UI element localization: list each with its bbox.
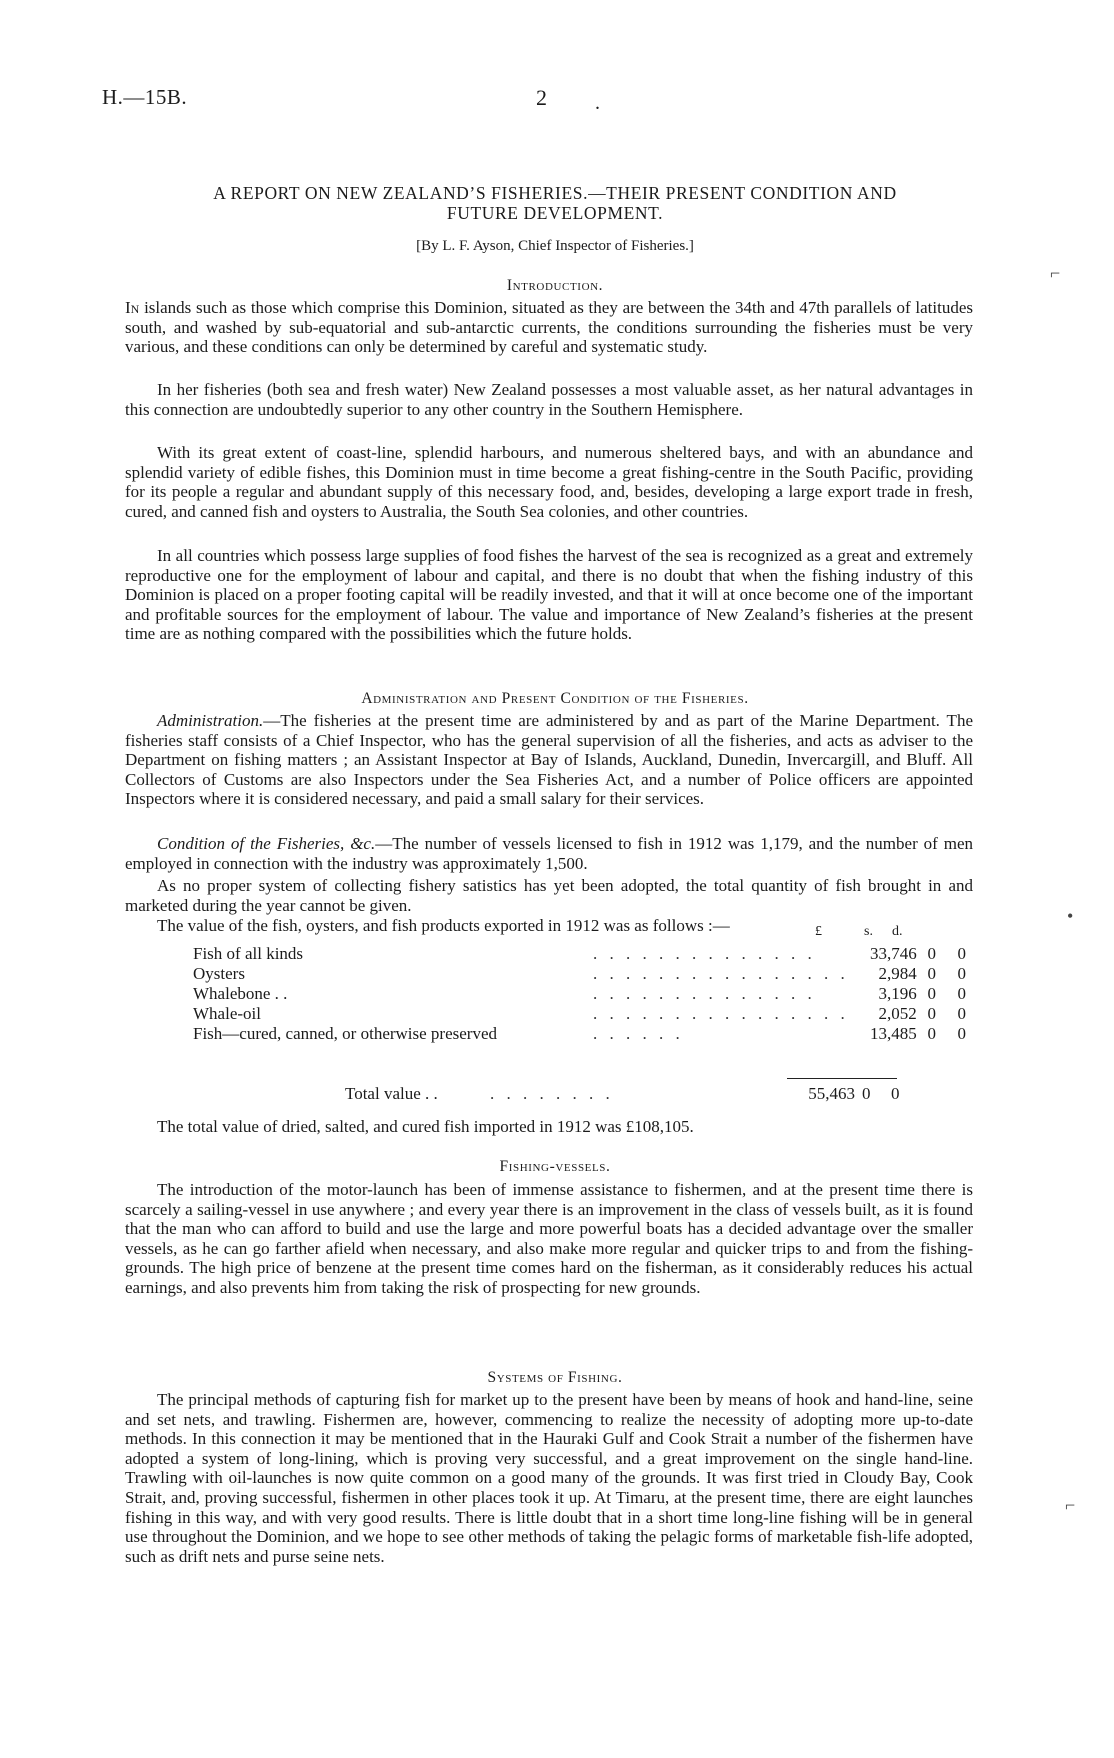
leader-dots: . . . . . . . . . . . . . . . .	[593, 1004, 849, 1023]
total-rule	[787, 1078, 897, 1079]
pence-value: 0	[957, 964, 966, 983]
table-row	[193, 964, 977, 984]
intro-paragraph-4: In all countries which possess large supplies of food fishes the harvest of the sea is recognized as a great and extremely reproductive one for the employment of labour and capital, and there is no doubt that when the fishing industry of this Dominion is placed on a proper footing capital will be readily invested, and that it will at once become one of the important and profitable sources for the employment of labour. The value and importance of New Zealand’s fisheries at the present time are as nothing compared with the possibilities which the future holds.	[125, 546, 973, 644]
exports-value-table	[193, 944, 977, 1044]
item-name: Whale-oil	[193, 1004, 261, 1023]
shillings-value: 0	[927, 944, 936, 963]
pounds-header: £	[815, 924, 822, 939]
paragraph-text: islands such as those which comprise this Dominion, situated as they are between the 34th and 47th parallels of latitudes south, and washed by sub-equatorial and sub-antarctic currents, the conditions surrounding the fisheries must be very various, and these conditions can only be determined by careful and systematic study.	[125, 298, 973, 357]
leader-dots: . . . . . .	[593, 1024, 684, 1043]
shillings-value: 0	[927, 964, 936, 983]
paragraph-text: —The number of vessels licensed to fish in 1912 was 1,179, and the number of men employed in connection with the industry was approximately 1,500.	[125, 834, 973, 873]
pounds-value: 13,485	[870, 1024, 917, 1043]
systems-paragraph: The principal methods of capturing fish for market up to the present have been by means of hook and hand-line, seine and set nets, and trawling. Fishermen are, however, commencing to realize the necessity of adopting more up-to-date methods. In this connection it may be mentioned that in the Hauraki Gulf and Cook Strait a number of the fishermen have adopted a system of long-lining, which is proving very successful, and a great improvement on the single hand-line. Trawling with oil-launches is now quite common on a good many of the grounds. It was first tried in Cloudy Bay, Cook Strait, and, proving successful, fishermen in other places took it up. At Timaru, at the present time, there are eight launches fishing in this way, and with very good results. There is little doubt that in a short time long-line fishing will be in general use throughout the Dominion, and we hope to see other methods of taking the pelagic forms of marketable fish-life adopted, such as drift nets and purse seine nets.	[125, 1390, 973, 1566]
total-shillings: 0	[862, 1084, 871, 1103]
heading-introduction: Introduction.	[506, 277, 604, 294]
document-reference: H.—15B.	[102, 85, 188, 109]
pounds-value: 33,746	[870, 944, 917, 963]
fishing-vessels-paragraph: The introduction of the motor-launch has been of immense assistance to fishermen, and at the present time there is scarcely a sailing-vessel in use anywhere ; and every year there is an improvement in the class of vessels built, as it is found that the man who can afford to build and use the large and more powerful boats has a decided advantage over the smaller vessels, as he can go farther afield when necessary, and also make more regular and quicker trips to and from the fishing-grounds. The high price of benzene at the present time comes hard on the fisherman, as it considerably reduces his actual earnings, and also prevents him from taking the risk of prospecting for new grounds.	[125, 1180, 973, 1297]
condition-paragraph	[125, 834, 973, 873]
report-title-line-2: FUTURE DEVELOPMENT.	[446, 203, 664, 223]
statistics-paragraph: As no proper system of collecting fishery satistics has yet been adopted, the total quantity of fish brought in and marketed during the year cannot be given.	[125, 876, 973, 915]
leader-dots: . . . . . . . . . . . . . .	[593, 984, 816, 1003]
page-number: 2	[536, 85, 547, 110]
shillings-header: s.	[864, 924, 873, 939]
heading-administration: Administration and Present Condition of the Fisheries.	[361, 690, 749, 707]
margin-mark: •	[1067, 906, 1074, 926]
italic-lead: Administration.	[157, 711, 264, 730]
administration-paragraph	[125, 711, 973, 809]
intro-paragraph-1	[125, 298, 973, 357]
item-name: Oysters	[193, 964, 245, 983]
total-pounds: 55,463	[808, 1084, 855, 1103]
total-label: Total value . .	[345, 1084, 438, 1103]
table-row	[193, 944, 977, 964]
paragraph-text: —The fisheries at the present time are administered by and as part of the Marine Department. The fisheries staff consists of a Chief Inspector, who has the general supervision of all the fisheries, and acts as adviser to the Department on fishing matters ; an Assistant Inspector at Bay of Islands, Auckland, Dunedin, Invercargill, and Bluff. All Collectors of Customs are also Inspectors under the Sea Fisheries Act, and a number of Police officers are appointed Inspectors where it is considered necessary, and paid a small salary for their services.	[125, 711, 973, 809]
table-row	[193, 1004, 977, 1024]
item-name: Whalebone . .	[193, 984, 288, 1003]
exports-intro: The value of the fish, oysters, and fish products exported in 1912 was as follows :—	[157, 916, 730, 935]
item-name: Fish of all kinds	[193, 944, 304, 963]
byline: [By L. F. Ayson, Chief Inspector of Fisheries.]	[416, 238, 694, 254]
heading-fishing-vessels: Fishing-vessels.	[499, 1158, 611, 1175]
imports-sentence: The total value of dried, salted, and cured fish imported in 1912 was £108,105.	[157, 1117, 694, 1136]
italic-lead: Condition of the Fisheries, &c.	[157, 834, 376, 853]
header-dot: .	[595, 92, 600, 114]
leader-dots: . . . . . . . . . . . . . .	[593, 944, 816, 963]
leader-dots: . . . . . . . . . . . . . . . .	[593, 964, 849, 983]
shillings-value: 0	[927, 1024, 936, 1043]
heading-systems-of-fishing: Systems of Fishing.	[487, 1369, 623, 1386]
total-pence: 0	[891, 1084, 900, 1103]
shillings-value: 0	[927, 1004, 936, 1023]
margin-mark: ⌐	[1050, 263, 1061, 283]
table-row	[193, 1024, 977, 1044]
pence-value: 0	[957, 944, 966, 963]
item-name: Fish—cured, canned, or otherwise preserved	[193, 1024, 498, 1043]
margin-mark: ⌐	[1065, 1495, 1076, 1515]
intro-paragraph-3: With its great extent of coast-line, splendid harbours, and numerous sheltered bays, and with an abundance and splendid variety of edible fishes, this Dominion must in time become a great fishing-centre in the South Pacific, providing for its people a regular and abundant supply of this necessary food, and, besides, developing a large export trade in fresh, cured, and canned fish and oysters to Australia, the South Sea colonies, and other countries.	[125, 443, 973, 521]
pounds-value: 3,196	[878, 984, 917, 1003]
report-title-line-1: A REPORT ON NEW ZEALAND’S FISHERIES.—THEIR PRESENT CONDITION AND	[213, 183, 897, 203]
shillings-value: 0	[927, 984, 936, 1003]
drop-lead-word: In	[125, 298, 140, 317]
pence-value: 0	[957, 984, 966, 1003]
total-dots: . . . . . . . .	[490, 1084, 614, 1103]
pence-value: 0	[957, 1004, 966, 1023]
table-row	[193, 984, 977, 1004]
intro-paragraph-2: In her fisheries (both sea and fresh water) New Zealand possesses a most valuable asset, as her natural advantages in this connection are undoubtedly superior to any other country in the Southern Hemisphere.	[125, 380, 973, 419]
pounds-value: 2,052	[878, 1004, 917, 1023]
pence-value: 0	[957, 1024, 966, 1043]
pounds-value: 2,984	[878, 964, 917, 983]
pence-header: d.	[892, 924, 903, 939]
